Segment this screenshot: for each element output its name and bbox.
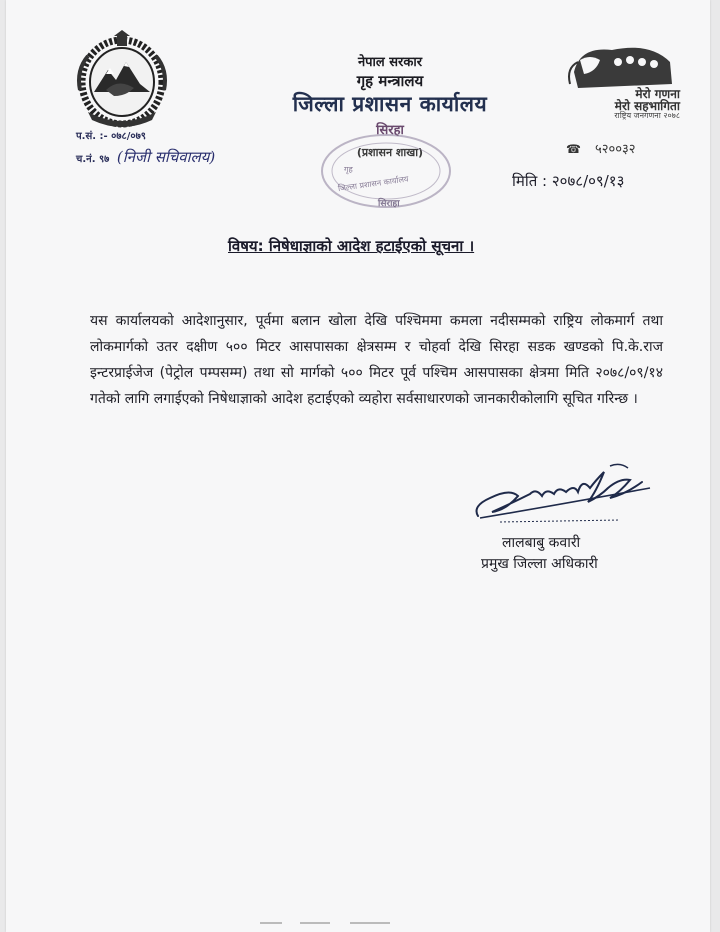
office-stamp [316, 126, 456, 216]
stamp-bottom-text: सिराहा [378, 199, 400, 209]
phone-number [566, 139, 636, 157]
nepal-emblem-icon [70, 30, 174, 130]
patra-sankhya: प.सं. :- ०७८/०७९ [76, 131, 147, 142]
chalani-handwritten: (निजी सचिवालय) [116, 148, 216, 166]
phone-number-text: ५२००३२ [594, 142, 636, 157]
campaign-line-3: राष्ट्रिय जनगणना २०७८ [614, 111, 680, 120]
stamp-middle-text: जिल्ला प्रशासन कार्यालय [337, 174, 410, 194]
office-name: जिल्ला प्रशासन कार्यालय [292, 92, 488, 116]
government-name: नेपाल सरकार [357, 55, 423, 70]
stamp-top-text: गृह [344, 165, 353, 174]
campaign-line-1: मेरो गणना [635, 87, 680, 101]
subject-line: विषय: निषेधाज्ञाको आदेश हटाईएको सूचना । [228, 237, 475, 255]
telephone-icon: ☎ [566, 142, 581, 156]
signatory-title: प्रमुख जिल्ला अधिकारी [481, 556, 598, 572]
ministry-name: गृह मन्त्रालय [356, 72, 424, 90]
handwritten-signature [470, 458, 660, 528]
chalani-label: च.नं. ९७ [76, 154, 110, 165]
signatory-name: लालबाबु कवारी [502, 535, 581, 551]
letter-date: मिति : २०७८/०९/१३ [512, 172, 625, 190]
section-name: (प्रशासन शाखा) [356, 146, 424, 159]
chalani-number [76, 147, 215, 167]
campaign-line-2: मेरो सहभागिता [614, 99, 680, 113]
census-campaign-text [590, 88, 680, 120]
district-name: सिरहा [376, 123, 404, 138]
bottom-faint-marks [250, 918, 420, 928]
body-paragraph: यस कार्यालयको आदेशानुसार, पूर्वमा बलान खोला देखि पश्चिममा कमला नदीसम्मको राष्ट्रिय लोकमार्ग तथा लोकमार्गको उतर दक्षीण ५०० मिटर आसपासका क्षेत्रसम्म र चोहर्वा देखि सिरहा सडक खण्डको पि.के.राज इन्टरप्राईजेज (पेट्रोल पम्पसम्म) तथा सो मार्गको ५०० मिटर पूर्व पश्चिम आसपासका क्षेत्रमा मिति २०७८/०९/१४ गतेको लागि लगाईएको निषेधाज्ञाको आदेश हटाईएको व्यहोरा सर्वसाधारणको जानकारीकोलागि सूचित गरिन्छ । [90, 313, 663, 407]
